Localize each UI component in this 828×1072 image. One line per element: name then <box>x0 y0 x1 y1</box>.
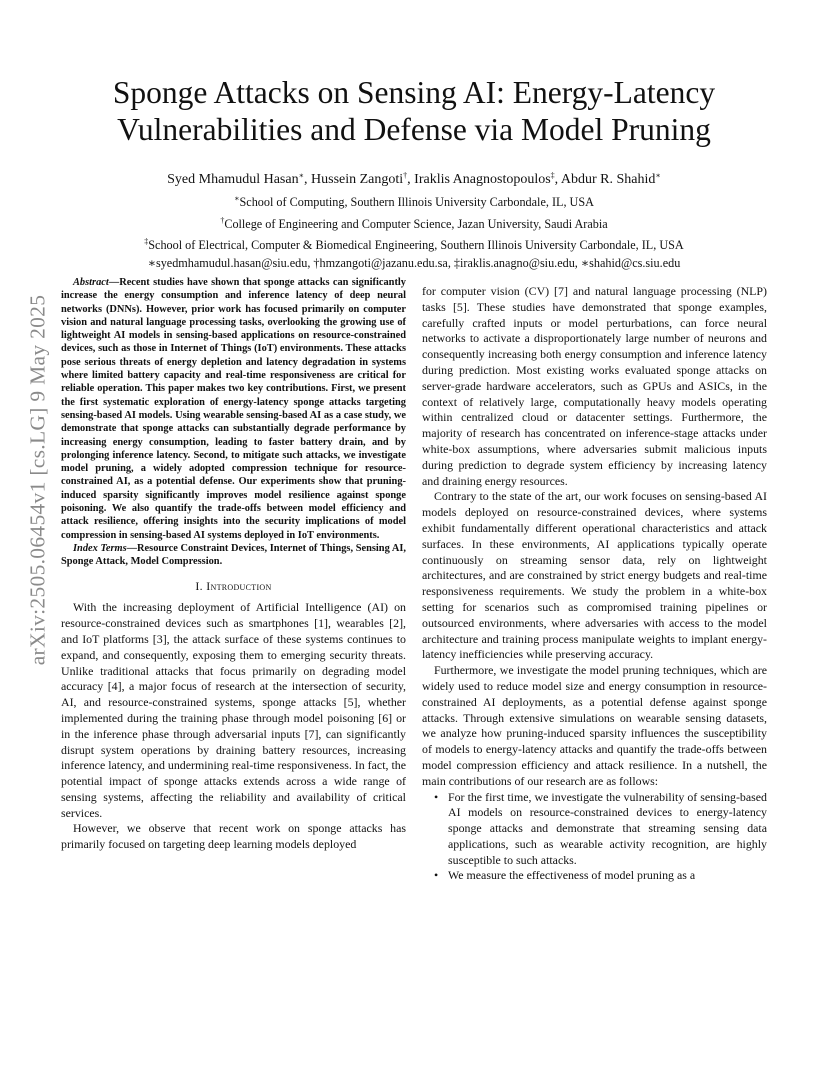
bullet-icon: • <box>434 789 439 804</box>
section-heading-introduction <box>61 579 406 595</box>
intro-paragraph: However, we observe that recent work on sponge attacks has primarily focused on targeting deep learning models deployed <box>61 821 406 852</box>
author-separator: , <box>554 172 561 187</box>
author-name: Syed Mhamudul Hasan <box>167 172 299 187</box>
affiliation-line <box>60 233 768 255</box>
index-terms <box>61 542 406 569</box>
abstract <box>61 276 406 542</box>
paper-title-line-2: Vulnerabilities and Defense via Model Pruning <box>117 112 711 147</box>
affiliation-line <box>60 190 768 212</box>
author-list <box>60 166 768 190</box>
bullet-icon: • <box>434 868 439 883</box>
affiliation-text: School of Computing, Southern Illinois University Carbondale, IL, USA <box>239 195 594 209</box>
author-affiliation-mark: ∗ <box>655 171 661 180</box>
abstract-text: —Recent studies have shown that sponge attacks can significantly increase the energy consumption and inference latency of deep neural networks (DNNs). However, prior work has focused primarily on computer vision and natural language processing tasks, overlooking the growing use of lightweight AI models in sensing-based applications on resource-constrained devices, such as those in Internet of Things (IoT) environments. These attacks pose serious threats of energy depletion and latency degradation in systems where limited battery capacity and real-time responsiveness are critical for reliable operation. This paper makes two key contributions. First, we present the first systematic exploration of energy-latency sponge attacks targeting sensing-based AI models. Using wearable sensing-based AI as a case study, we demonstrate that sponge attacks can substantially degrade performance by increasing energy consumption, leading to faster battery drain, and by prolonging inference latency. Second, to mitigate such attacks, we investigate model pruning, a widely adopted compression technique for resource-constrained AI, as a potential defense. Our experiments show that pruning-induced sparsity significantly improves model resilience against sponge poisoning. We also quantify the trade-offs between model efficiency and attack resilience, offering insights into the security implications of model compression in sensing-based AI systems deployed in IoT environments. <box>61 277 406 541</box>
author-name: Iraklis Anagnostopoulos <box>414 172 551 187</box>
affiliation-mark: † <box>220 215 225 225</box>
contributions-list <box>422 790 767 885</box>
author-separator: , <box>407 172 415 187</box>
affiliation-text: College of Engineering and Computer Science, Jazan University, Saudi Arabia <box>224 216 608 231</box>
author-affiliation-mark: ∗ <box>298 171 305 180</box>
affiliation-text: School of Electrical, Computer & Biomedical Engineering, Southern Illinois University Carbondale, IL, USA <box>148 238 684 252</box>
paper-title-line-1: Sponge Attacks on Sensing AI: Energy-Latency <box>112 75 716 110</box>
arxiv-identifier-text: arXiv:2505.06454v1 [cs.LG] 9 May 2025 <box>25 294 50 666</box>
right-column <box>422 284 767 884</box>
author-block <box>60 166 768 272</box>
abstract-label: Abstract <box>73 277 109 288</box>
paper-title <box>60 74 768 148</box>
list-item-text: We measure the effectiveness of model pruning as a <box>448 868 696 883</box>
section-title: Introduction <box>206 578 272 593</box>
index-terms-label: Index Terms <box>73 542 127 554</box>
section-numeral: I. <box>195 578 207 593</box>
list-item <box>434 789 767 869</box>
list-item-text: For the first time, we investigate the vulnerability of sensing-based AI models on resource-constrained devices to energy-latency sponge attacks and demonstrate that streaming sensing data applications, such as wearable activity recognition, are highly susceptible to such attacks. <box>448 789 767 867</box>
intro-paragraph: With the increasing deployment of Artificial Intelligence (AI) on resource-constrained devices such as smartphones [1], wearables [2], and IoT platforms [3], the attack surface of these systems continues to expand, and consequently, exposing them to emerging security threats. Unlike traditional attacks that focus primarily on degrading model accuracy [4], a major focus of research at the intersection of security, AI, and resource-constrained systems, sponge attacks [5], whether implemented during the training phase through model poisoning [6] or in the inference phase through adversarial inputs [7], can significantly disrupt system operations by draining battery resources, increasing inference latency, and undermining real-time responsiveness. In fact, the potential impact of sponge attacks extends across a wide range of sensing systems, affecting the reliability and availability of critical services. <box>61 600 406 820</box>
list-item <box>434 868 767 884</box>
body-paragraph: Furthermore, we investigate the model pruning techniques, which are widely used to reduce model size and energy consumption in resource-constrained AI deployments, as a potential defense against sponge attacks. Through extensive simulations on wearable sensing datasets, we analyze how pruning-induced sparsity influences the susceptibility of models to energy-latency attacks and quantify the trade-offs between model compression efficiency and attack resilience. In a nutshell, the main contributions of our research are as follows: <box>422 663 767 788</box>
body-paragraph: for computer vision (CV) [7] and natural language processing (NLP) tasks [5]. These studies have demonstrated that sponge examples, carefully crafted inputs or model perturbations, can force neural networks to activate a disproportionately large number of neurons and consequently increasing both energy consumption and inference latency during prediction. Most existing works evaluated sponge attacks on server-grade hardware accelerators, such as GPUs and ASICs, in the context of relatively large, computationally heavy models operating within centralized cloud or datacenter settings. Furthermore, the majority of research has concentrated on inference-stage attacks under white-box assumptions, where adversaries submit malicious inputs during prediction to degrade system efficiency by increasing latency and draining energy resources. <box>422 284 767 488</box>
affiliation-line <box>60 212 768 234</box>
affiliation-mark: ‡ <box>144 237 149 246</box>
author-separator: , <box>304 172 312 187</box>
author-affiliation-mark: ‡ <box>550 171 555 180</box>
author-affiliation-mark: † <box>403 171 408 180</box>
author-emails: ∗syedmhamudul.hasan@siu.edu, †hmzangoti@jazanu.edu.sa, ‡iraklis.anagno@siu.edu, ∗shahid@cs.siu.edu <box>147 255 681 270</box>
author-name: Hussein Zangoti <box>311 172 404 187</box>
author-name: Abdur R. Shahid <box>560 172 656 187</box>
arxiv-identifier-stamp <box>16 294 60 666</box>
left-column <box>61 276 406 853</box>
index-terms-text: —Resource Constraint Devices, Internet of Things, Sensing AI, Sponge Attack, Model Compression. <box>61 542 406 568</box>
body-paragraph: Contrary to the state of the art, our work focuses on sensing-based AI models deployed on resource-constrained devices, where systems exhibit fundamentally different operational characteristics and attack surfaces. In these environments, AI applications typically operate continuously on streaming sensor data, rely on lightweight architectures, and are constrained by strict energy budgets and real-time responsiveness requirements. We study the problem in a white-box setting for scenarios such as compromised training pipelines or outsourced environments, where adversaries with access to the model architecture and training process manipulate weights to implant energy-latency inefficiencies while preserving accuracy. <box>422 489 767 662</box>
affiliation-mark: ∗ <box>234 194 240 203</box>
